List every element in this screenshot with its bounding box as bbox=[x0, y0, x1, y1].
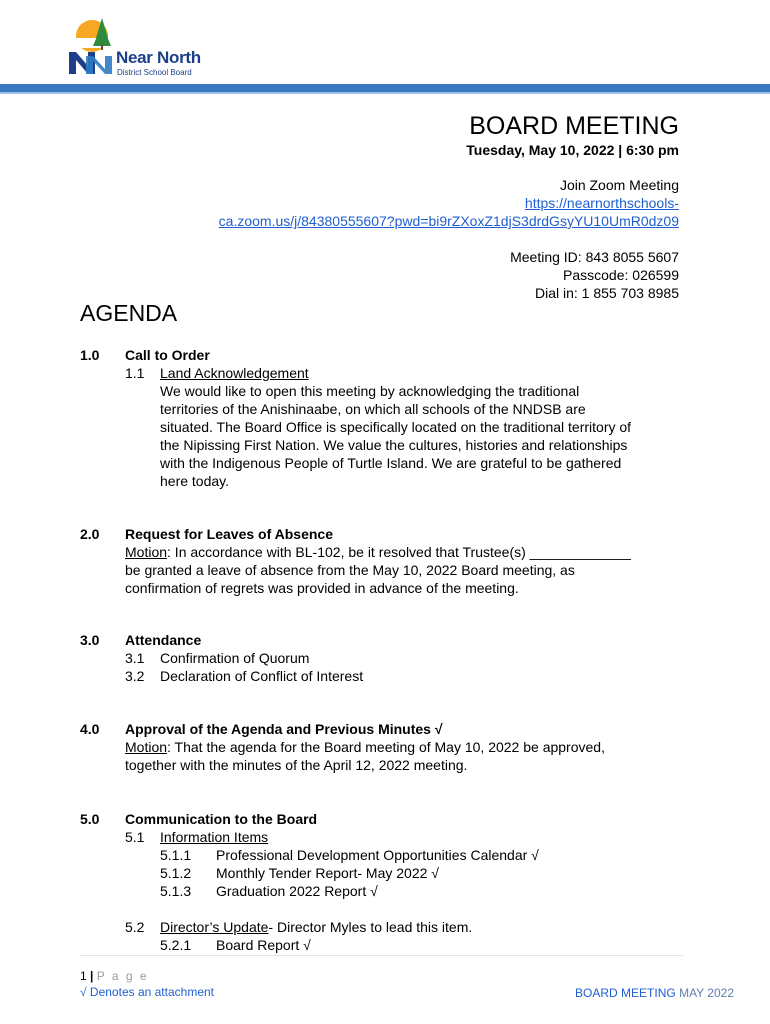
footer-title-main: BOARD MEETING bbox=[575, 986, 676, 1000]
footer-divider bbox=[80, 955, 683, 956]
meeting-date: Tuesday, May 10, 2022 | 6:30 pm bbox=[466, 142, 679, 158]
para-line: We would like to open this meeting by acknowledging the traditional bbox=[160, 383, 580, 399]
subitem-title: Graduation 2022 Report √ bbox=[216, 883, 378, 899]
motion-text: : In accordance with BL-102, be it resolved that Trustee(s) _____________ bbox=[167, 544, 631, 560]
motion-label: Motion bbox=[125, 739, 168, 755]
motion-label: Motion bbox=[125, 544, 168, 560]
item-title: Land Acknowledgement bbox=[160, 365, 309, 381]
footer-title bbox=[575, 986, 734, 1000]
motion-text: : That the agenda for the Board meeting of May 10, 2022 be approved, bbox=[167, 739, 605, 755]
subitem-title: Board Report √ bbox=[216, 937, 311, 953]
dial-in: Dial in: 1 855 703 8985 bbox=[535, 285, 679, 301]
land-acknowledgement-text bbox=[160, 382, 680, 490]
page-number bbox=[80, 969, 149, 983]
section-number: 1.0 bbox=[80, 347, 100, 363]
agenda-heading: AGENDA bbox=[80, 300, 178, 326]
subitem-title: Professional Development Opportunities Calendar √ bbox=[216, 847, 539, 863]
logo-name: Near North bbox=[116, 48, 201, 67]
page-separator: | bbox=[86, 969, 97, 983]
section-number: 4.0 bbox=[80, 721, 100, 737]
subitem-number: 5.1.1 bbox=[160, 847, 192, 863]
footer-title-date: MAY 2022 bbox=[675, 986, 734, 1000]
subitem-number: 5.2.1 bbox=[160, 937, 192, 953]
item-number: 5.1 bbox=[125, 829, 145, 845]
para-line: with the Indigenous People of Turtle Island. We are grateful to be gathered bbox=[160, 455, 622, 471]
header-bar bbox=[0, 84, 770, 92]
section-number: 2.0 bbox=[80, 526, 100, 542]
section-number: 5.0 bbox=[80, 811, 100, 827]
item-text: - Director Myles to lead this item. bbox=[268, 919, 473, 935]
item-number: 3.2 bbox=[125, 668, 145, 684]
page-label: P a g e bbox=[96, 969, 149, 983]
zoom-link-line1[interactable]: https://nearnorthschools- bbox=[524, 195, 679, 211]
subitem-number: 5.1.2 bbox=[160, 865, 192, 881]
motion-text: be granted a leave of absence from the May 10, 2022 Board meeting, as bbox=[125, 562, 575, 578]
item-number: 3.1 bbox=[125, 650, 145, 666]
item-title: Director’s Update bbox=[160, 919, 269, 935]
para-line: here today. bbox=[160, 473, 230, 489]
passcode: Passcode: 026599 bbox=[563, 267, 679, 283]
zoom-link-line2[interactable]: ca.zoom.us/j/84380555607?pwd=bi9rZXoxZ1djS3drdGsyYU10UmR0dz09 bbox=[218, 213, 679, 229]
meeting-id: Meeting ID: 843 8055 5607 bbox=[510, 249, 679, 265]
item-number: 5.2 bbox=[125, 919, 145, 935]
tree-sun-logo-icon bbox=[66, 16, 116, 80]
header-bar-accent bbox=[0, 92, 770, 94]
zoom-label: Join Zoom Meeting bbox=[559, 177, 679, 193]
school-board-logo bbox=[66, 16, 216, 80]
section-title: Request for Leaves of Absence bbox=[125, 526, 333, 542]
item-title: Confirmation of Quorum bbox=[160, 650, 310, 666]
item-number: 1.1 bbox=[125, 365, 145, 381]
para-line: the Nipissing First Nation. We value the cultures, histories and relationships bbox=[160, 437, 628, 453]
section-number: 3.0 bbox=[80, 632, 100, 648]
section-title: Attendance bbox=[125, 632, 202, 648]
motion-text: confirmation of regrets was provided in advance of the meeting. bbox=[125, 580, 519, 596]
subitem-title: Monthly Tender Report- May 2022 √ bbox=[216, 865, 439, 881]
meeting-title: BOARD MEETING bbox=[469, 112, 679, 140]
section-title: Approval of the Agenda and Previous Minutes √ bbox=[125, 721, 443, 737]
item-title: Declaration of Conflict of Interest bbox=[160, 668, 364, 684]
page-number-value: 1 bbox=[80, 969, 87, 983]
subitem-number: 5.1.3 bbox=[160, 883, 192, 899]
item-title: Information Items bbox=[160, 829, 269, 845]
para-line: situated. The Board Office is specifically located on the traditional territory of bbox=[160, 419, 632, 435]
section-title: Communication to the Board bbox=[125, 811, 318, 827]
section-title: Call to Order bbox=[125, 347, 210, 363]
para-line: territories of the Anishinaabe, on which all schools of the NNDSB are bbox=[160, 401, 586, 417]
logo-subtitle: District School Board bbox=[117, 68, 192, 77]
attachment-note: √ Denotes an attachment bbox=[80, 985, 214, 999]
motion-text: together with the minutes of the April 12, 2022 meeting. bbox=[125, 757, 468, 773]
